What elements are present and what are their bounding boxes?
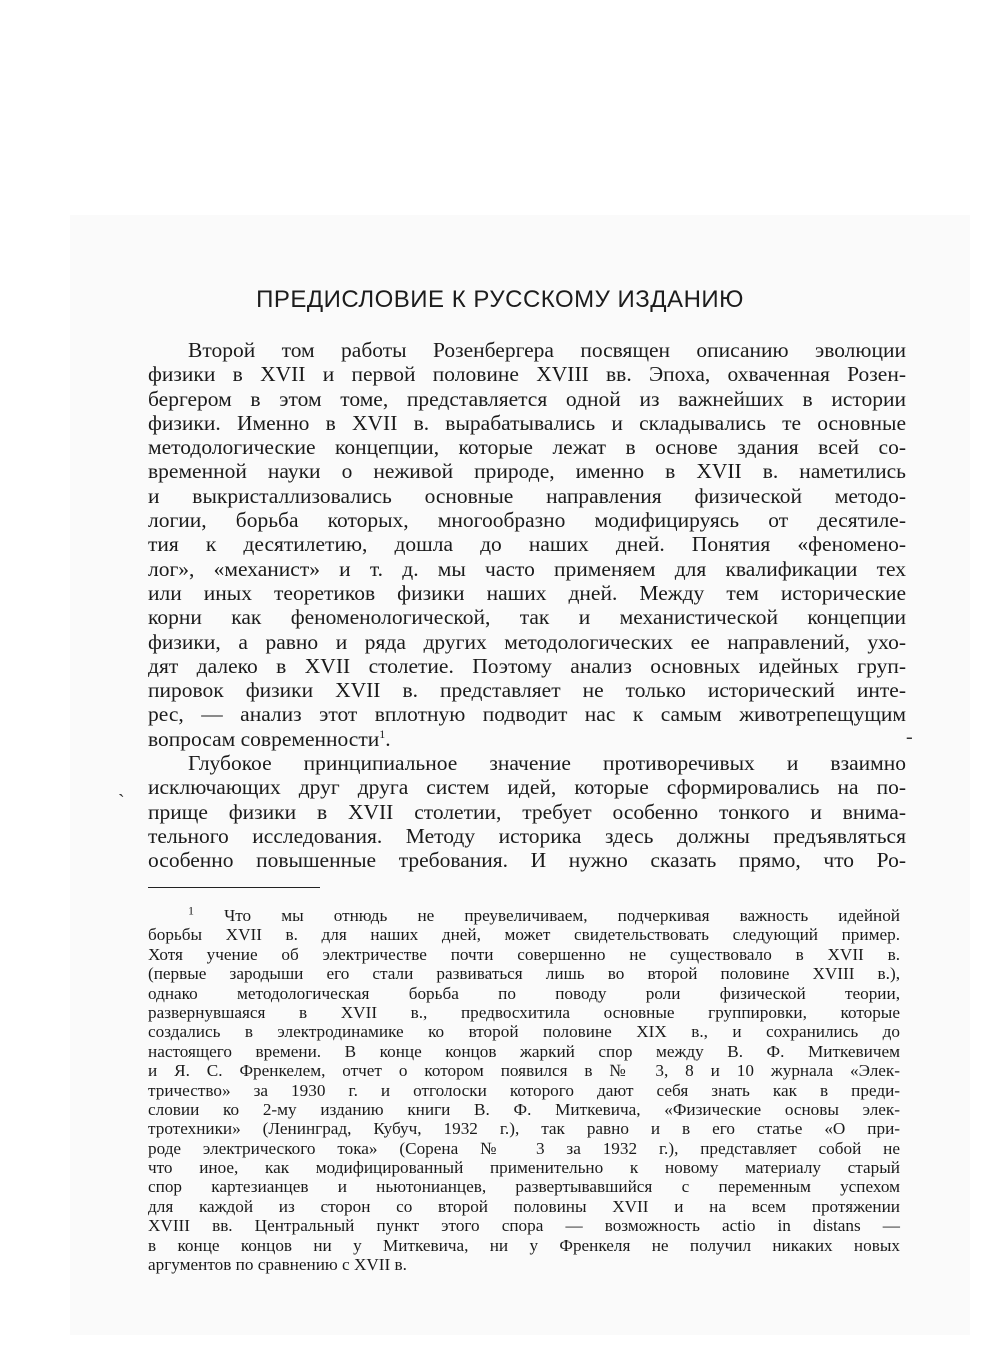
footnote-separator: [148, 887, 320, 888]
text-line: или иных теоретиков физики наших дней. Между тем исторические: [148, 580, 906, 605]
text-line: особенно повышенные требования. И нужно сказать прямо, что Ро-: [148, 848, 906, 873]
page-title: ПРЕДИСЛОВИЕ К РУССКОМУ ИЗДАНИЮ: [256, 286, 744, 313]
text-line: и выкристаллизовались основные направления физической методо-: [148, 483, 906, 508]
footnote-line: Хотя учение об электричестве почти совершенно не существовало в XVII в.: [148, 944, 900, 964]
footnote-line: тричество» за 1930 г. и отголоски которого дают себя знать как в преди-: [148, 1080, 900, 1100]
footnote-line: настоящего времени. В конце концов жаркий спор между В. Ф. Миткевичем: [148, 1041, 900, 1061]
footnote-line: развернувшаяся в XVII в., предвосхитила основные группировки, которые: [148, 1002, 900, 1022]
main-text: [148, 338, 906, 873]
footnote-line: аргументов по сравнению с XVII в.: [148, 1255, 407, 1275]
footnote-line: словии ко 2-му изданию книги В. Ф. Миткевича, «Физические основы элек-: [148, 1099, 900, 1119]
text-line: тельного исследования. Методу историка здесь должны предъявляться: [148, 823, 906, 848]
text-line: корни как феноменологической, так и механистической концепции: [148, 605, 906, 630]
footnote-line: однако методологическая борьба по поводу роли физической теории,: [148, 983, 900, 1003]
footnote-line-content: Что мы отнюдь не преувеличиваем, подчеркивая важность идейной: [224, 906, 901, 925]
text-line: логии, борьба которых, многообразно модифицируясь от десятиле-: [148, 508, 906, 533]
text-line: Второй том работы Розенбергера посвящен описанию эволюции: [188, 338, 906, 362]
text-line: рес, — анализ этот вплотную подводит нас к самым животрепещущим: [148, 702, 906, 727]
footnote-line: в конце концов ни у Миткевича, ни у Френкеля не получил никаких новых: [148, 1235, 900, 1255]
text-line: методологические концепции, которые лежат в основе здания всей со-: [148, 435, 906, 460]
footnote-number: 1: [188, 903, 194, 918]
text-line: физики, а равно и ряда других методологических ее направлений, ухо-: [148, 629, 906, 654]
footnote-line: для каждой из сторон со второй половины XVII и на всем протяжении: [148, 1196, 900, 1216]
text-line: тия к десятилетию, дошла до наших дней. Понятия «феномено-: [148, 532, 906, 557]
footnote-line: что иное, как модифицированный применительно к новому материалу старый: [148, 1158, 900, 1178]
text-line: пировок физики XVII в. представляет не только исторический инте-: [148, 678, 906, 703]
footnote-line: борьбы XVII в. для наших дней, может свидетельствовать следующий пример.: [148, 925, 900, 945]
footnote: [148, 903, 901, 1275]
text-line: вопросам современности$^1$.: [148, 726, 391, 751]
footnote-line: спор картезианцев и ньютонианцев, развертывавшийся с переменным успехом: [148, 1177, 900, 1197]
footnote-line: XVIII вв. Центральный пункт этого спора — возможность actio in distans —: [148, 1216, 900, 1236]
footnote-line: (первые зародыши его стали развиваться лишь во второй половине XVIII в.),: [148, 964, 900, 984]
margin-mark: -: [906, 726, 913, 748]
footnote-line: тротехники» (Ленинград, Кубуч, 1932 г.), так равно и в его статье «О при-: [148, 1119, 900, 1139]
text-line: исключающих друг друга систем идей, которые сформировались на по-: [148, 775, 906, 800]
footnote-line: и Я. С. Френкелем, отчет о котором появился в № 3, 8 и 10 журнала «Элек-: [148, 1061, 900, 1081]
footnote-line: роде электрического тока» (Сорена № 3 за 1932 г.), представляет собой не: [148, 1138, 900, 1158]
footnote-reference: 1: [379, 726, 386, 741]
text-line: дят далеко в XVII столетие. Поэтому анализ основных идейных груп-: [148, 653, 906, 678]
text-line: временной науки о неживой природе, именно в XVII в. наметились: [148, 459, 906, 484]
text-line: прище физики в XVII столетии, требует особенно тонкого и внима-: [148, 799, 906, 824]
text-line: Глубокое принципиальное значение противоречивых и взаимно: [188, 751, 906, 776]
footnote-line: создались в электродинамике ко второй половине XIX в., и сохранились до: [148, 1022, 900, 1042]
text-line: физики. Именно в XVII в. вырабатывались и складывались те основные: [148, 410, 906, 435]
text-line-content: вопросам современности: [148, 726, 380, 751]
footnote-line: [148, 903, 901, 925]
text-line: лог», «механист» и т. д. мы часто применяем для квалификации тех: [148, 556, 906, 581]
text-line: бергером в этом томе, представляется одной из важнейших в истории: [148, 386, 906, 411]
text-line: физики в XVII и первой половине XVIII вв. Эпоха, охваченная Розен-: [148, 362, 906, 387]
margin-mark: ˴: [118, 782, 125, 804]
